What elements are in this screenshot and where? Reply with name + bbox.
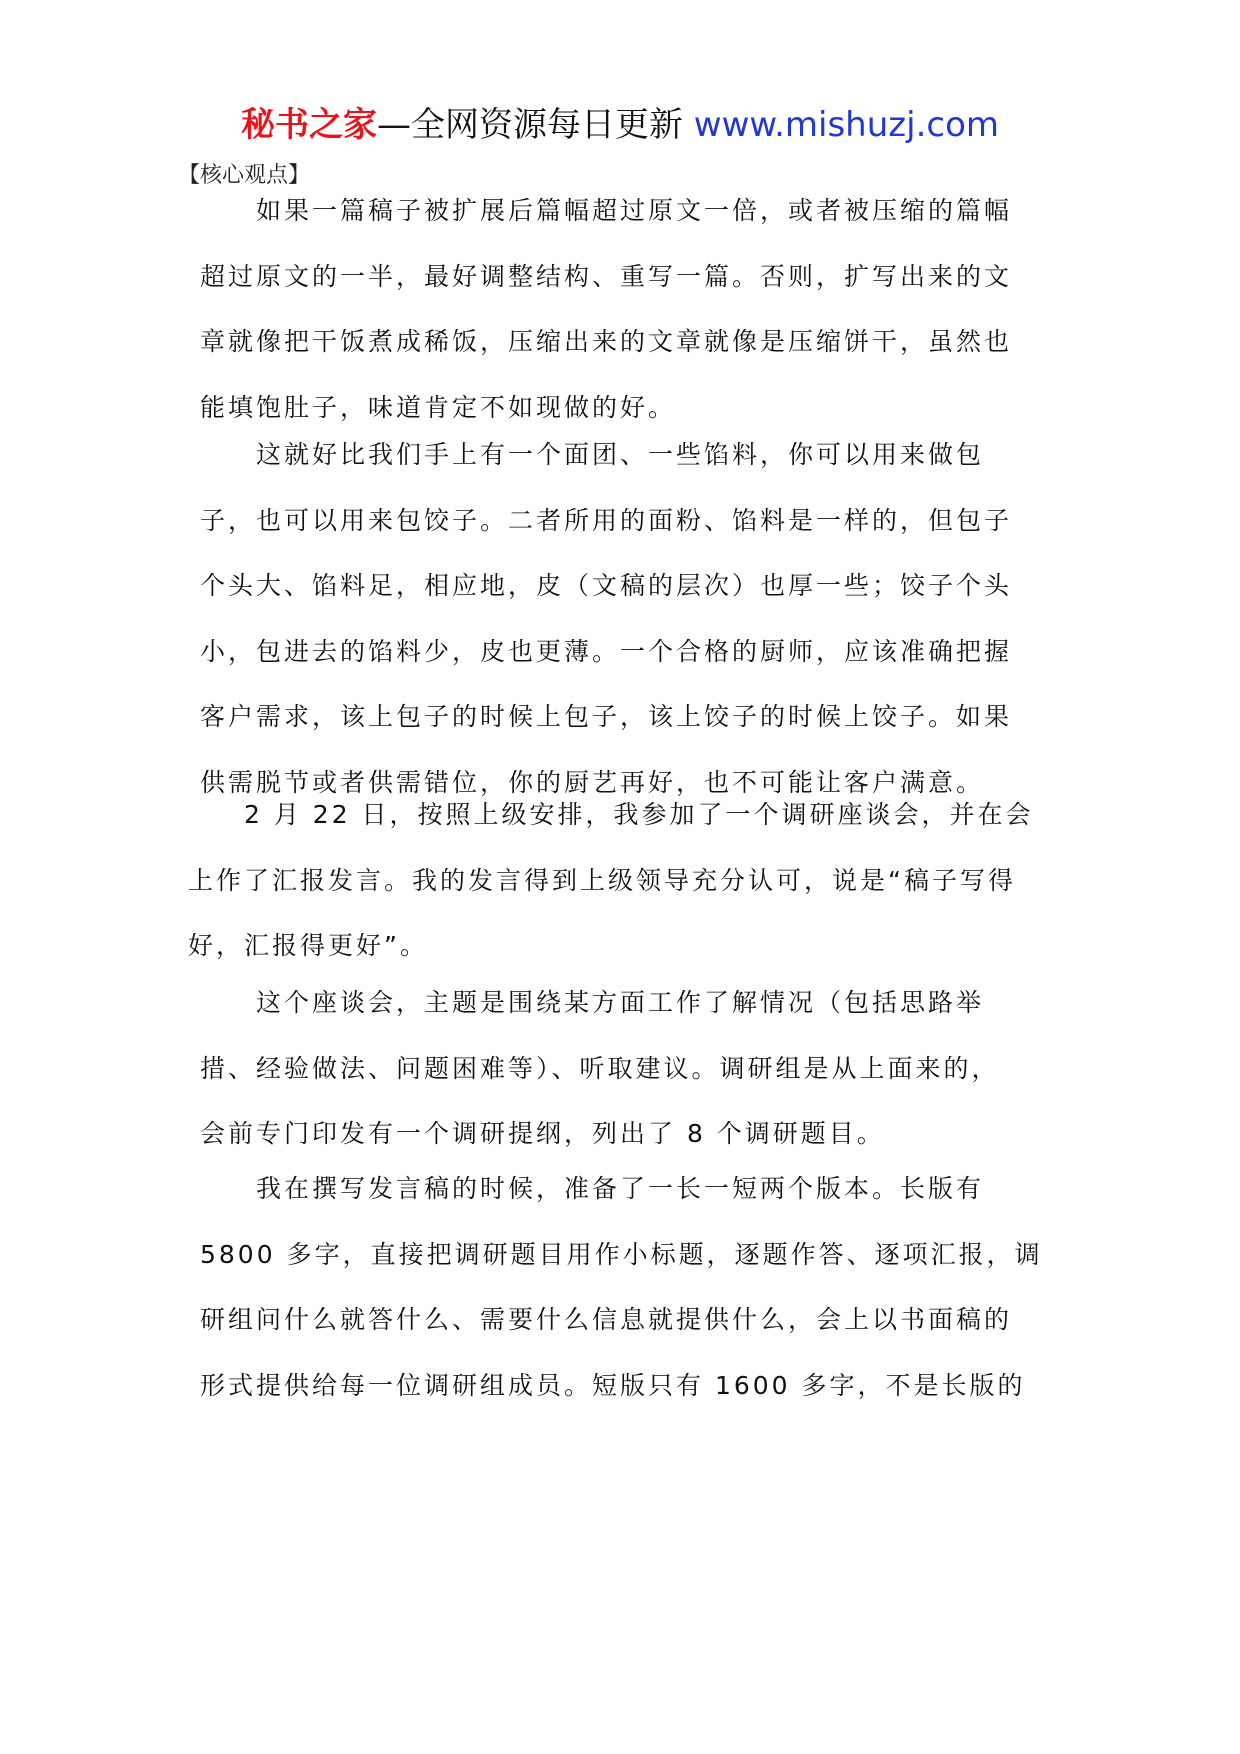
- paragraph-3: [188, 782, 1070, 979]
- paragraph-line: 5800 多字，直接把调研题目用作小标题，逐题作答、逐项汇报，调: [200, 1239, 1043, 1269]
- site-brand: 秘书之家: [240, 105, 377, 145]
- paragraph-line: 这就好比我们手上有一个面团、一些馅料，你可以用来做包: [200, 440, 985, 469]
- paragraph-line: 会前专门印发有一个调研提纲，列出了 8 个调研题目。: [200, 1119, 885, 1148]
- paragraph-line: 如果一篇稿子被扩展后篇幅超过原文一倍，或者被压缩的篇幅: [200, 196, 1013, 225]
- section-label: 【核心观点】: [178, 163, 311, 188]
- site-url-link[interactable]: www.mishuzj.com: [693, 105, 999, 145]
- paragraph-1: [200, 178, 1058, 440]
- site-tagline: —全网资源每日更新: [376, 105, 683, 145]
- paragraph-line: 供需脱节或者供需错位，你的厨艺再好，也不可能让客户满意。: [200, 767, 985, 797]
- paragraph-line: 好，汇报得更好”。: [188, 931, 428, 960]
- paragraph-line: 章就像把干饭煮成稀饭，压缩出来的文章就像是压缩饼干，虽然也: [200, 327, 1013, 356]
- paragraph-line: 个头大、馅料足，相应地，皮（文稿的层次）也厚一些；饺子个头: [200, 571, 1013, 600]
- paragraph-line: 研组问什么就答什么、需要什么信息就提供什么，会上以书面稿的: [200, 1305, 1013, 1334]
- paragraph-4: [200, 970, 1058, 1167]
- paragraph-line: 能填饱肚子，味道肯定不如现做的好。: [200, 392, 677, 422]
- paragraph-line: 超过原文的一半，最好调整结构、重写一篇。否则，扩写出来的文: [200, 261, 1013, 291]
- site-header: [0, 100, 1240, 150]
- paragraph-5: [200, 1156, 1058, 1418]
- paragraph-line: 2 月 22 日，按照上级安排，我参加了一个调研座谈会，并在会: [188, 800, 1034, 829]
- paragraph-line: 我在撰写发言稿的时候，准备了一长一短两个版本。长版有: [200, 1174, 985, 1203]
- paragraph-line: 措、经验做法、问题困难等）、听取建议。调研组是从上面来的，: [200, 1053, 1000, 1083]
- paragraph-line: 这个座谈会，主题是围绕某方面工作了解情况（包括思路举: [200, 988, 985, 1017]
- paragraph-2: [200, 422, 1058, 815]
- paragraph-line: 形式提供给每一位调研组成员。短版只有 1600 多字，不是长版的: [200, 1370, 1026, 1400]
- paragraph-line: 小，包进去的馅料少，皮也更薄。一个合格的厨师，应该准确把握: [200, 636, 1013, 666]
- paragraph-line: 子，也可以用来包饺子。二者所用的面粉、馅料是一样的，但包子: [200, 505, 1013, 535]
- paragraph-line: 上作了汇报发言。我的发言得到上级领导充分认可，说是“稿子写得: [188, 865, 1016, 895]
- paragraph-line: 客户需求，该上包子的时候上包子，该上饺子的时候上饺子。如果: [200, 702, 1013, 731]
